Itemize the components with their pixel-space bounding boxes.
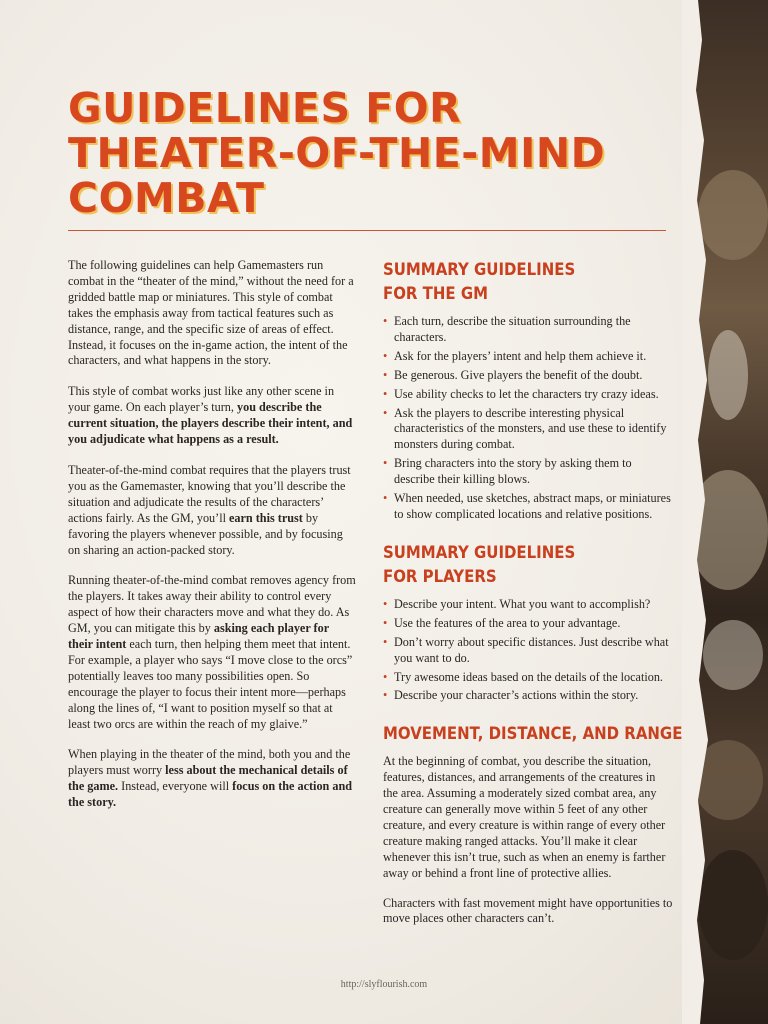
fast-movement-paragraph: Characters with fast movement might have opportunities to move places other characters can’t. — [383, 895, 673, 926]
list-item: • Use the features of the area to your advantage. — [383, 616, 673, 632]
right-column — [383, 258, 683, 941]
players-section-heading: SUMMARY GUIDELINES FOR PLAYERS — [383, 542, 576, 587]
title-line-2: THEATER-OF-THE-MIND — [68, 129, 606, 177]
list-item: • Be generous. Give players the benefit of the doubt. — [383, 368, 673, 384]
list-item: • Don’t worry about specific distances. Just describe what you want to do. — [383, 635, 673, 667]
list-item: • Ask for the players’ intent and help them achieve it. — [383, 349, 673, 365]
agency-paragraph: Running theater-of-the-mind combat removes agency from the players. It takes away their ability to control every aspect of how their characters move and what they do. As GM, you can mitigate this by asking each player for their intent each turn, then helping them meet that intent. For example, a player who says “I move close to the orcs” potentially leaves too many possibilities open. So encourage the player to focus their intent more—perhaps along the lines of, “I want to position myself so that at least two orcs are within the reach of my glaive.” — [68, 573, 356, 731]
gm-section-heading: SUMMARY GUIDELINES FOR THE GM — [383, 260, 576, 304]
scene-paragraph: This style of combat works just like any other scene in your game. On each player’s turn, you describe the current situation, the players describe their intent, and you adjudicate what happens as a result. — [68, 384, 353, 447]
gm-guidelines-list — [383, 314, 673, 523]
list-item: • Bring characters into the story by asking them to describe their killing blows. — [383, 456, 673, 488]
page-title — [68, 86, 668, 221]
list-item: • Use ability checks to let the characters try crazy ideas. — [383, 387, 673, 403]
intro-paragraph: The following guidelines can help Gamemasters run combat in the “theater of the mind,” without the need for a gridded battle map or miniatures. This style of combat takes the emphasis away from tactical features such as distance, range, and the specific size of areas of effect. Instead, it focuses on the in-game action, the intent of the characters, and what happens in the story. — [68, 258, 354, 368]
list-item: • Each turn, describe the situation surrounding the characters. — [383, 314, 673, 346]
footer-url[interactable]: http://slyflourish.com — [340, 979, 428, 990]
list-item: • When needed, use sketches, abstract maps, or miniatures to show complicated locations and relative positions. — [383, 491, 673, 523]
title-line-3: COMBAT — [68, 174, 265, 222]
list-item: • Ask the players to describe interesting physical characteristics of the monsters, and use these to identify monsters during combat. — [383, 406, 673, 454]
title-divider — [68, 230, 666, 231]
focus-paragraph: When playing in the theater of the mind, both you and the players must worry less about the mechanical details of the game. Instead, everyone will focus on the action and the story. — [68, 747, 353, 810]
movement-paragraph: At the beginning of combat, you describe the situation, features, distances, and arrangements of the creatures in the area. Assuming a moderately sized combat area, any creature can generally move within 5 feet of any other creature, and every creature is within range of every other creature making ranged attacks. You’ll make it clear whenever this isn’t true, such as when an enemy is farther away or behind a front line of protective allies. — [383, 754, 666, 880]
list-item: • Describe your intent. What you want to accomplish? — [383, 597, 673, 613]
title-line-1: GUIDELINES FOR — [68, 84, 462, 132]
players-guidelines-list — [383, 597, 673, 704]
list-item: • Try awesome ideas based on the details of the location. — [383, 670, 673, 686]
torn-paper-edge — [682, 0, 712, 1024]
movement-section-heading: MOVEMENT, DISTANCE, AND RANGE — [383, 724, 683, 745]
left-column — [68, 258, 356, 826]
trust-paragraph: Theater-of-the-mind combat requires that the players trust you as the Gamemaster, knowing that you’ll describe the situation and adjudicate the results of the characters’ actions fairly. As the GM, you’ll earn this trust by favoring the players whenever possible, and by focusing on sharing an action-packed story. — [68, 462, 351, 557]
list-item: • Describe your character’s actions within the story. — [383, 688, 673, 704]
